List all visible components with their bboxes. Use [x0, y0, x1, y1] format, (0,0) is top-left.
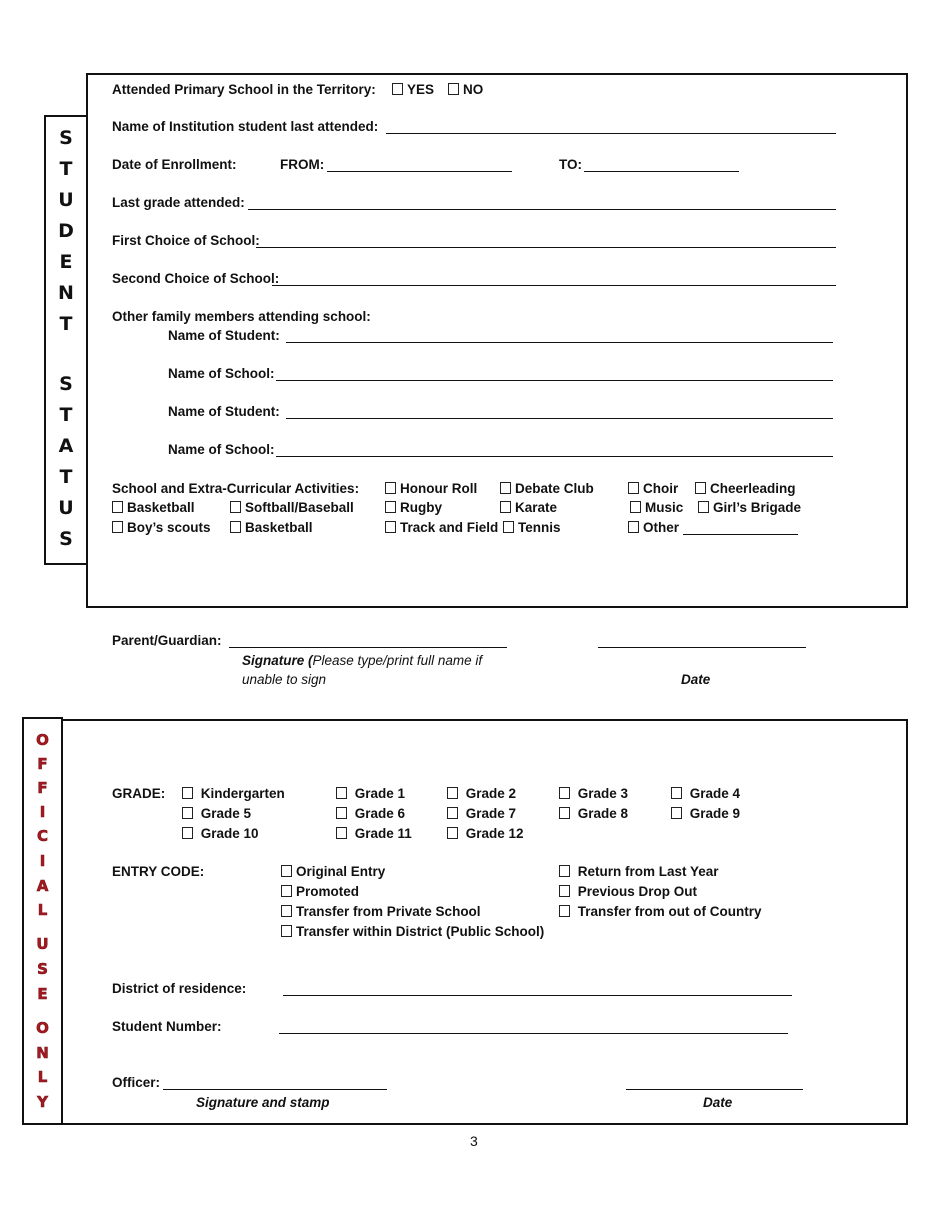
tab-letter: T: [59, 466, 73, 488]
checkbox[interactable]: [336, 827, 347, 839]
grade-option-label: Grade 3: [577, 786, 629, 801]
grade-5[interactable]: [182, 806, 251, 821]
checkbox[interactable]: [695, 482, 706, 494]
grade-option-label: Grade 10: [200, 826, 259, 841]
activity-tennis[interactable]: [503, 520, 561, 535]
checkbox[interactable]: [559, 807, 570, 819]
grade-2[interactable]: [447, 786, 516, 801]
activity-rugby[interactable]: [385, 500, 442, 515]
checkbox[interactable]: [500, 501, 511, 513]
checkbox[interactable]: [630, 501, 641, 513]
name-of-school-field[interactable]: [276, 456, 833, 457]
entry-country-transfer[interactable]: [559, 904, 762, 919]
activity-track-field[interactable]: [385, 520, 498, 535]
checkbox[interactable]: [182, 807, 193, 819]
entry-return[interactable]: [559, 864, 719, 879]
tab-letter: Y: [37, 1093, 48, 1111]
name-of-school-field[interactable]: [276, 380, 833, 381]
district-label: District of residence:: [112, 981, 247, 996]
grade-option-label: Grade 2: [465, 786, 517, 801]
checkbox[interactable]: [698, 501, 709, 513]
checkbox[interactable]: [281, 865, 292, 877]
guardian-date-field[interactable]: [598, 647, 806, 648]
activity-label: Debate Club: [515, 481, 594, 496]
no-label: NO: [463, 82, 484, 97]
activity-karate[interactable]: [500, 500, 557, 515]
checkbox[interactable]: [182, 787, 193, 799]
tab-letter: A: [58, 435, 74, 457]
from-label: FROM:: [280, 157, 325, 172]
signature-caption: [242, 653, 482, 668]
signature-note-2: unable to sign: [242, 672, 327, 687]
grade-9[interactable]: [671, 806, 740, 821]
grade-option-label: Grade 4: [689, 786, 741, 801]
checkbox[interactable]: [281, 885, 292, 897]
district-field[interactable]: [283, 995, 792, 996]
tab-letter: S: [59, 373, 73, 395]
entry-option-label: Transfer from out of Country: [577, 904, 762, 919]
entry-option-label: Return from Last Year: [577, 864, 719, 879]
tab-letter: S: [37, 960, 48, 978]
checkbox[interactable]: [385, 482, 396, 494]
activity-label: Music: [645, 500, 684, 515]
officer-signature-field[interactable]: [163, 1089, 387, 1090]
no-checkbox[interactable]: [448, 83, 459, 95]
student-status-tab: [44, 115, 88, 565]
official-use-tab: [22, 717, 63, 1125]
checkbox[interactable]: [447, 807, 458, 819]
last-grade-label: Last grade attended:: [112, 195, 245, 210]
activity-choir[interactable]: [628, 481, 678, 496]
activity-girls-brigade[interactable]: [698, 500, 801, 515]
attended-no-option[interactable]: [448, 82, 483, 97]
grade-7[interactable]: [447, 806, 516, 821]
tab-letter: F: [37, 755, 48, 773]
institution-field[interactable]: [386, 133, 836, 134]
entry-promoted[interactable]: [281, 884, 359, 899]
grade-1[interactable]: [336, 786, 405, 801]
yes-label: YES: [407, 82, 435, 97]
activity-label: Rugby: [400, 500, 442, 515]
name-of-school-label: Name of School:: [168, 442, 275, 457]
tab-letter: S: [59, 127, 73, 149]
checkbox[interactable]: [112, 501, 123, 513]
tab-letter: O: [36, 731, 49, 749]
activity-boys-scouts[interactable]: [112, 520, 211, 535]
checkbox[interactable]: [559, 865, 570, 877]
grade-4[interactable]: [671, 786, 740, 801]
student-number-label: Student Number:: [112, 1019, 222, 1034]
name-of-student-label: Name of Student:: [168, 404, 280, 419]
tab-letter: E: [59, 251, 73, 273]
officer-label: Officer:: [112, 1075, 161, 1090]
tab-letter: S: [59, 528, 73, 550]
to-field[interactable]: [584, 171, 739, 172]
guardian-date-label: Date: [681, 672, 711, 687]
activity-label: Honour Roll: [400, 481, 478, 496]
entry-code-label: ENTRY CODE:: [112, 864, 205, 879]
tab-letter: D: [58, 220, 74, 242]
grade-6[interactable]: [336, 806, 405, 821]
grade-option-label: Grade 6: [354, 806, 406, 821]
entry-option-label: Transfer from Private School: [296, 904, 481, 919]
official-use-box: [60, 719, 908, 1125]
entry-district-transfer[interactable]: [281, 924, 544, 939]
grade-option-label: Grade 12: [465, 826, 524, 841]
guardian-signature-field[interactable]: [229, 647, 507, 648]
checkbox[interactable]: [671, 807, 682, 819]
grade-option-label: Grade 11: [354, 826, 412, 841]
activity-honour-roll[interactable]: [385, 481, 477, 496]
tab-letter: U: [58, 189, 74, 211]
tab-letter: F: [37, 779, 48, 797]
tab-letter: O: [36, 1019, 49, 1037]
signature-stamp-label: Signature and stamp: [196, 1095, 330, 1110]
activity-label: Choir: [643, 481, 679, 496]
grade-8[interactable]: [559, 806, 628, 821]
checkbox[interactable]: [628, 482, 639, 494]
activity-label: Softball/Baseball: [245, 500, 354, 515]
entry-option-label: Original Entry: [296, 864, 386, 879]
tab-letter: T: [59, 313, 73, 335]
tab-letter: L: [37, 1068, 48, 1086]
tab-letter: I: [39, 852, 46, 870]
entry-option-label: Promoted: [296, 884, 360, 899]
tab-letter: N: [58, 282, 74, 304]
activity-label: Track and Field: [400, 520, 499, 535]
activity-label: Tennis: [518, 520, 561, 535]
grade-option-label: Grade 1: [354, 786, 406, 801]
checkbox[interactable]: [230, 501, 241, 513]
tab-letter: T: [59, 158, 73, 180]
activity-label: Karate: [515, 500, 558, 515]
name-of-student-field[interactable]: [286, 342, 833, 343]
activity-music[interactable]: [630, 500, 683, 515]
officer-date-label: Date: [703, 1095, 733, 1110]
name-of-student-label: Name of Student:: [168, 328, 280, 343]
activity-label: Boy’s scouts: [127, 520, 211, 535]
entry-original[interactable]: [281, 864, 385, 879]
grade-3[interactable]: [559, 786, 628, 801]
family-label: Other family members attending school:: [112, 309, 371, 324]
first-choice-label: First Choice of School:: [112, 233, 260, 248]
activity-label: Basketball: [245, 520, 313, 535]
grade-option-label: Kindergarten: [200, 786, 285, 801]
second-choice-field[interactable]: [272, 285, 836, 286]
checkbox[interactable]: [336, 807, 347, 819]
entry-private-transfer[interactable]: [281, 904, 481, 919]
activities-label: School and Extra-Curricular Activities:: [112, 481, 360, 496]
grade-option-label: Grade 5: [200, 806, 252, 821]
checkbox[interactable]: [182, 827, 193, 839]
checkbox[interactable]: [447, 787, 458, 799]
checkbox[interactable]: [230, 521, 241, 533]
enrollment-label: Date of Enrollment:: [112, 157, 237, 172]
tab-letter: I: [39, 803, 46, 821]
grade-option-label: Grade 8: [577, 806, 629, 821]
checkbox[interactable]: [336, 787, 347, 799]
checkbox[interactable]: [628, 521, 639, 533]
tab-letter: T: [59, 404, 73, 426]
first-choice-field[interactable]: [256, 247, 836, 248]
entry-option-label: Transfer within District (Public School): [296, 924, 545, 939]
last-grade-field[interactable]: [248, 209, 836, 210]
grade-option-label: Grade 7: [465, 806, 517, 821]
officer-date-field[interactable]: [626, 1089, 803, 1090]
tab-letter: E: [37, 985, 48, 1003]
checkbox[interactable]: [500, 482, 511, 494]
activity-other[interactable]: [628, 520, 679, 535]
checkbox[interactable]: [385, 521, 396, 533]
name-of-school-label: Name of School:: [168, 366, 275, 381]
checkbox[interactable]: [112, 521, 123, 533]
attended-yes-option[interactable]: [392, 82, 434, 97]
activity-label: Basketball: [127, 500, 195, 515]
tab-letter: U: [58, 497, 74, 519]
checkbox[interactable]: [281, 905, 292, 917]
checkbox[interactable]: [447, 827, 458, 839]
checkbox[interactable]: [559, 885, 570, 897]
institution-label: Name of Institution student last attended:: [112, 119, 379, 134]
student-number-field[interactable]: [279, 1033, 788, 1034]
yes-checkbox[interactable]: [392, 83, 403, 95]
grade-option-label: Grade 9: [689, 806, 741, 821]
activity-label: Cheerleading: [710, 481, 796, 496]
tab-letter: U: [36, 935, 49, 953]
guardian-label: Parent/Guardian:: [112, 633, 222, 648]
from-field[interactable]: [327, 171, 512, 172]
checkbox[interactable]: [281, 925, 292, 937]
grade-12[interactable]: [447, 826, 524, 841]
checkbox[interactable]: [559, 905, 570, 917]
entry-dropout[interactable]: [559, 884, 697, 899]
tab-letter: L: [37, 901, 48, 919]
second-choice-label: Second Choice of School:: [112, 271, 280, 286]
activity-label: Girl’s Brigade: [713, 500, 802, 515]
tab-letter: A: [36, 877, 49, 895]
attended-primary-label: Attended Primary School in the Territory:: [112, 82, 376, 97]
grade-kindergarten[interactable]: [182, 786, 285, 801]
entry-option-label: Previous Drop Out: [577, 884, 698, 899]
to-label: TO:: [559, 157, 582, 172]
checkbox[interactable]: [503, 521, 514, 533]
grade-label: GRADE:: [112, 786, 166, 801]
checkbox[interactable]: [559, 787, 570, 799]
page-number: 3: [470, 1133, 478, 1149]
tab-letter: N: [36, 1044, 49, 1062]
activity-debate-club[interactable]: [500, 481, 594, 496]
checkbox[interactable]: [385, 501, 396, 513]
name-of-student-field[interactable]: [286, 418, 833, 419]
tab-letter: C: [36, 827, 48, 845]
activity-label: Other: [643, 520, 680, 535]
signature-word: Signature (: [242, 653, 313, 668]
signature-note: Please type/print full name if: [312, 653, 483, 668]
activity-softball[interactable]: [230, 500, 354, 515]
activity-cheerleading[interactable]: [695, 481, 796, 496]
grade-10[interactable]: [182, 826, 259, 841]
checkbox[interactable]: [671, 787, 682, 799]
other-activity-field[interactable]: [683, 534, 798, 535]
activity-basketball[interactable]: [112, 500, 195, 515]
activity-basketball-2[interactable]: [230, 520, 313, 535]
grade-11[interactable]: [336, 826, 412, 841]
